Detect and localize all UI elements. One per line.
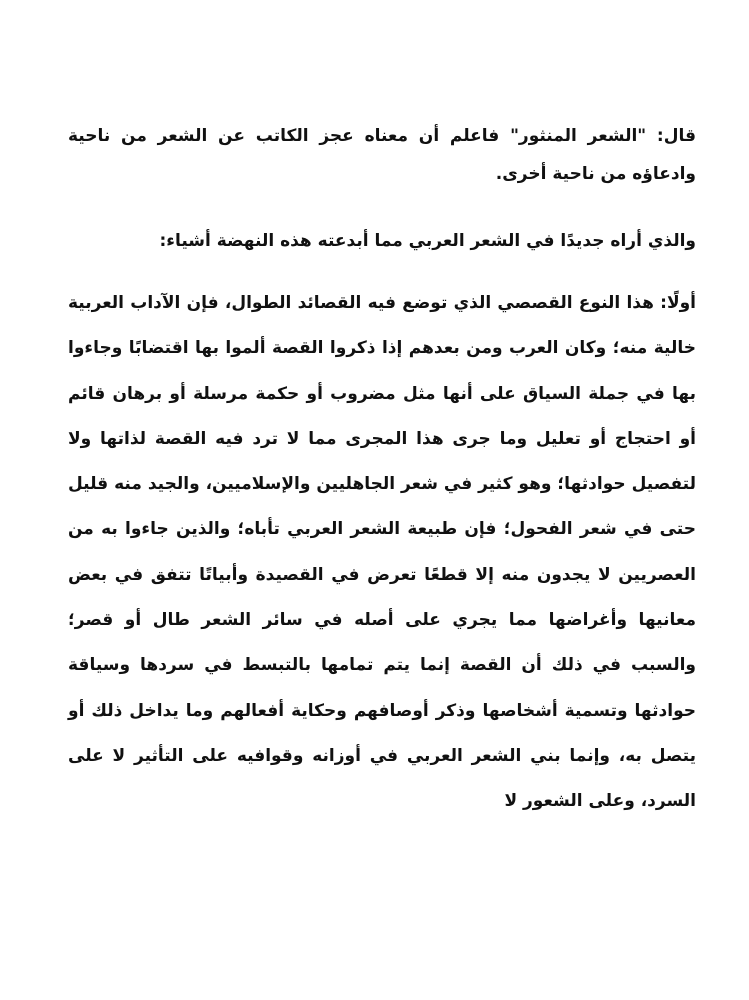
paragraph-text: والذي أراه جديدًا في الشعر العربي مما أبدعته هذه النهضة أشياء: <box>159 231 696 251</box>
paragraph-2 <box>68 222 696 260</box>
paragraph-text: أولًا: هذا النوع القصصي الذي توضع فيه القصائد الطوال، فإن الآداب العربية خالية منه؛ وكان العرب ومن بعدهم إذا ذكروا القصة ألموا بها اقتضابًا وجاءوا بها في جملة السياق على أنها مثل مضروب أو حكمة مرسلة أو برهان قائم أو احتجاج أو تعليل وما جرى هذا المجرى مما لا ترد فيه القصة لذاتها ولا لتفصيل حوادثها؛ وهو كثير في شعر الجاهليين والإسلاميين، والجيد منه قليل حتى في شعر الفحول؛ فإن طبيعة الشعر العربي تأباه؛ والذين جاءوا به من العصريين لا يجدون منه إلا قطعًا تعرض في القصيدة وأبياتًا تتفق في بعض معانيها وأغراضها مما يجري على أصله في سائر الشعر طال أو قصر؛ والسبب في ذلك أن القصة إنما يتم تمامها بالتبسط في سردها وسياقة حوادثها وتسمية أشخاصها وذكر أوصافهم وحكاية أفعالهم وما يداخل ذلك أو يتصل به، وإنما بني الشعر العربي في أوزانه وقوافيه على التأثير لا على السرد، وعلى الشعور لا <box>68 293 696 812</box>
paragraph-1 <box>68 117 696 193</box>
paragraph-text: قال: "الشعر المنثور" فاعلم أن معناه عجز الكاتب عن الشعر من ناحية وادعاؤه من ناحية أخرى. <box>68 126 696 184</box>
paragraph-3 <box>68 281 696 825</box>
